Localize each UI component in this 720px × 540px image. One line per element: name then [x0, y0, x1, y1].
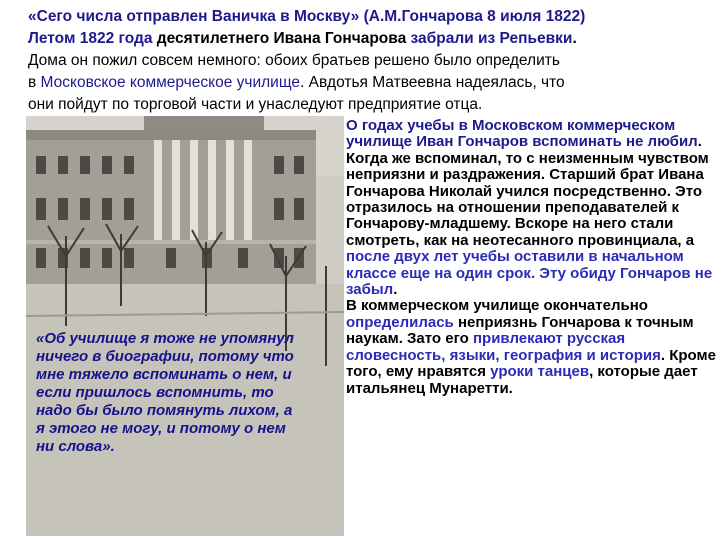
right-p2-c: . Зато его	[398, 330, 473, 348]
school-building-photo	[26, 116, 344, 536]
right-p2-d: . Кроме того, ему нравятся	[346, 346, 716, 381]
building-illustration	[26, 116, 344, 536]
intro-line2-b: забрали из Репьевки	[410, 30, 573, 47]
right-p2-accent: определилась	[346, 313, 454, 331]
gончаров-quote: «Об училище я тоже не упомянул ничего в биографии, потому что мне тяжело вспоминать о нем, и если пришлось вспомнить, то надо бы было помянуть лихом, а я этого не могу, и потому о нем ни слова».	[36, 330, 294, 455]
intro-text	[28, 6, 708, 116]
right-p2-b: неприязнь Гончарова к точным наукам	[346, 313, 694, 348]
right-p2-a: В коммерческом училище окончательно	[346, 297, 648, 315]
intro-line1: «Сего числа отправлен Ваничка в Москву» (А.М.Гончарова 8 июля 1822)	[28, 8, 586, 25]
intro-line4-a: в	[28, 74, 41, 91]
right-p1-blue: О годах учебы в Московском коммерческом училище Иван Гончаров вспоминать не любил	[346, 117, 698, 151]
right-p2-accent3: уроки танцев	[490, 363, 590, 381]
intro-line5: они пойдут по торговой части и унаследуют предприятие отца.	[28, 96, 483, 113]
intro-line4-blue: Московское коммерческое училище	[40, 74, 301, 91]
intro-line4-b: . Авдотья Матвеевна надеялась, что	[300, 74, 565, 91]
right-p1-end: .	[393, 281, 398, 299]
right-p1-b: . Когда же вспоминал, то с неизменным чувством неприязни и раздражения. Старший брат Ивана Гончарова Николай учился посредственно. Это отразилось на отношении преподавателей к Гончарову-младшему. Вскоре на него стали смотреть, как на неотесанного провинциала, а	[346, 133, 709, 249]
intro-line2-a: Летом 1822 года	[28, 30, 157, 47]
right-p2-accent2: привлекают русская словесность, языки, география и история	[346, 330, 661, 364]
intro-line2-black: десятилетнего Ивана Гончарова	[156, 30, 411, 47]
right-p1-accent: после двух лет учебы оставили в начальном классе еще на один срок. Эту обиду Гончаров не забыл	[346, 248, 713, 299]
right-p2-e: , которые дает итальянец Мунаретти.	[346, 363, 698, 397]
intro-line2-end: .	[572, 30, 577, 47]
intro-line3: Дома он пожил совсем немного: обоих братьев решено было определить	[28, 52, 560, 69]
biography-text	[346, 118, 716, 397]
